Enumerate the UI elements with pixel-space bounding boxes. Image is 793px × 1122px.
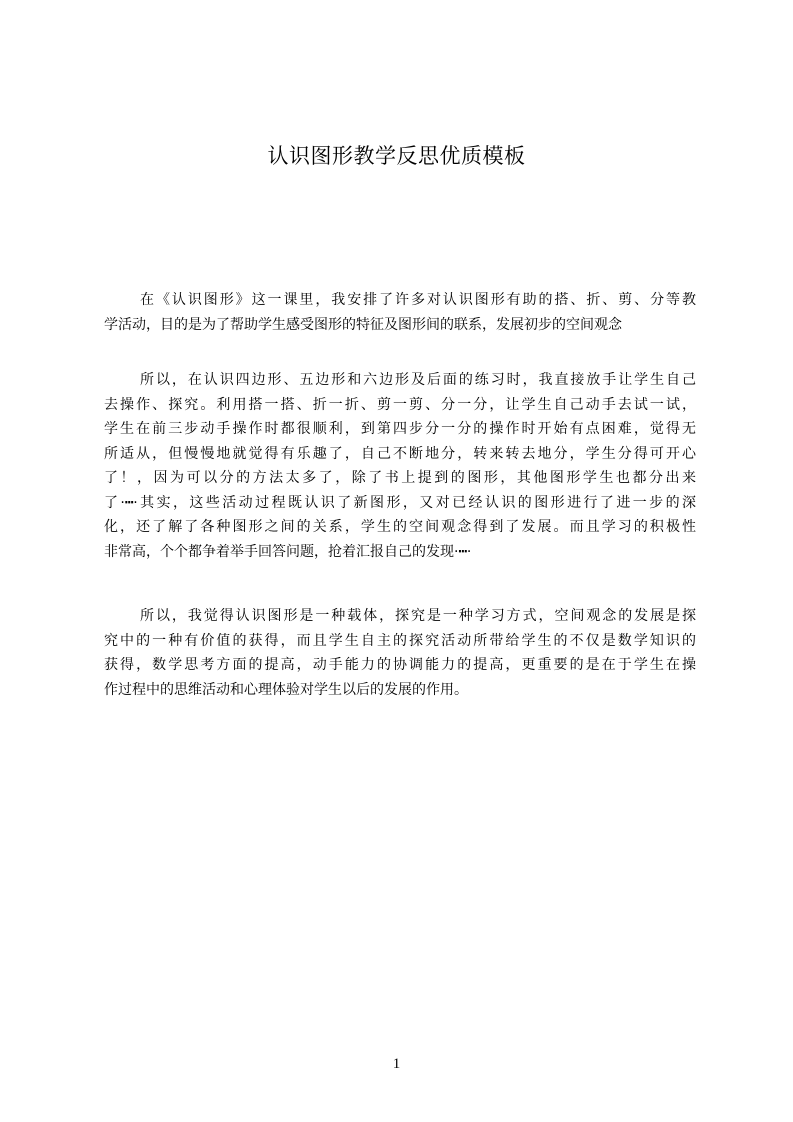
paragraph-1 (104, 288, 696, 337)
paragraph-line: 了·┅·其实，这些活动过程既认识了新图形，又对已经认识的图形进行了进一步的深 (104, 494, 696, 511)
paragraph-2 (104, 368, 696, 564)
page-number: 1 (392, 1056, 401, 1072)
paragraph-line: 究中的一种有价值的获得，而且学生自主的探究活动所带给学生的不仅是数学知识的 (104, 632, 696, 649)
paragraph-line: 所以，在认识四边形、五边形和六边形及后面的练习时，我直接放手让学生自己 (140, 372, 696, 388)
paragraph-line: 了！，因为可以分的方法太多了，除了书上提到的图形，其他图形学生也都分出来 (104, 470, 696, 486)
paragraph-line: 非常高，个个都争着举手回答问题，抢着汇报自己的发现·┅· (104, 543, 472, 560)
paragraph-3 (104, 604, 696, 702)
paragraph-line: 化，还了解了各种图形之间的关系，学生的空间观念得到了发展。而且学习的积极性 (104, 519, 696, 535)
paragraph-line: 学生在前三步动手操作时都很顺利，到第四步分一分的操作时开始有点困难，觉得无 (104, 421, 696, 437)
paragraph-line: 所以，我觉得认识图形是一种载体，探究是一种学习方式，空间观念的发展是探 (140, 608, 696, 624)
paragraph-line: 去操作、探究。利用搭一搭、折一折、剪一剪、分一分，让学生自己动手去试一试， (104, 396, 696, 413)
paragraph-line: 作过程中的思维活动和心理体验对学生以后的发展的作用。 (104, 681, 468, 698)
paragraph-line: 在《认识图形》这一课里，我安排了许多对认识图形有助的搭、折、剪、分等教 (140, 292, 696, 308)
paragraph-line: 所适从，但慢慢地就觉得有乐趣了，自己不断地分，转来转去地分，学生分得可开心 (104, 445, 696, 462)
paragraph-line: 学活动，目的是为了帮助学生感受图形的特征及图形间的联系，发展初步的空间观念 (104, 316, 622, 333)
document-title: 认识图形教学反思优质模板 (267, 144, 526, 168)
paragraph-line: 获得，数学思考方面的提高，动手能力的协调能力的提高，更重要的是在于学生在操 (104, 657, 696, 673)
